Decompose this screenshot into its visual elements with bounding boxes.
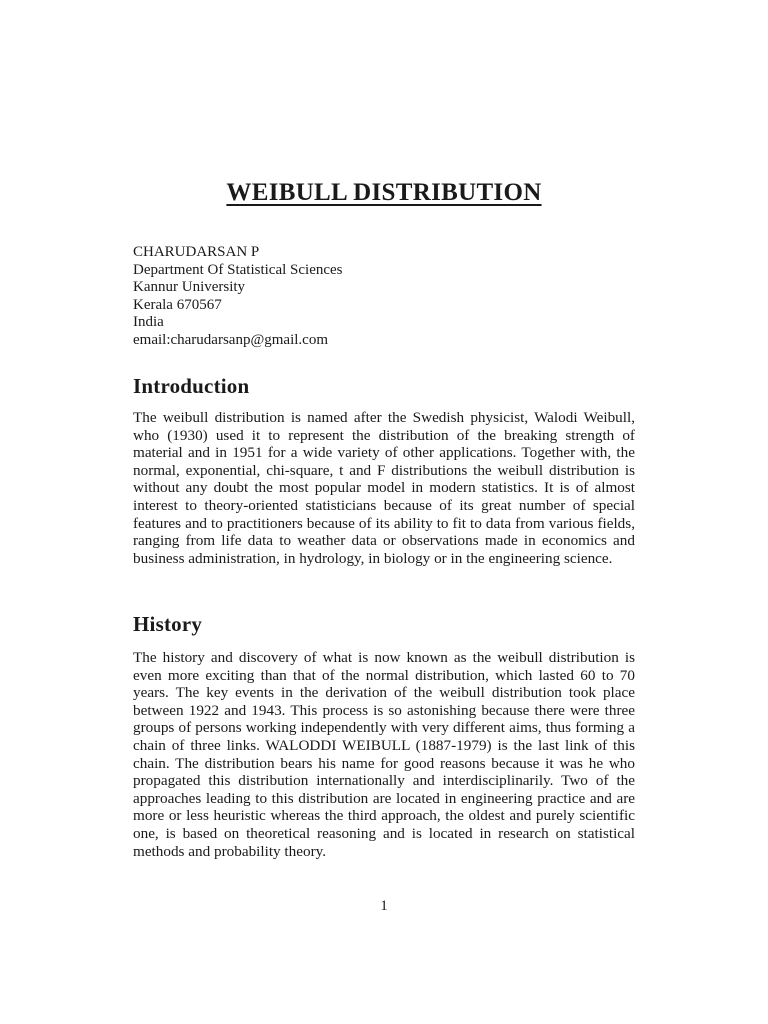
author-email: email:charudarsanp@gmail.com: [133, 331, 328, 348]
document-title-text: WEIBULL DISTRIBUTION: [226, 179, 542, 206]
author-block: [133, 244, 637, 350]
author-university: Kannur University: [133, 279, 246, 296]
page-number: 1: [380, 898, 388, 914]
author-name: CHARUDARSAN P: [133, 244, 260, 260]
author-country: India: [133, 314, 164, 331]
section-heading-introduction: Introduction: [133, 374, 250, 398]
section-body-introduction: The weibull distribution is named after the Swedish physicist, Walodi Weibull, who (1930) used it to represent the distribution of the breaking strength of material and in 1951 for a wide variety of other applications. Together with, the normal, exponential, chi-square, t and F distributions the weibull distribution is without any doubt the most popular model in modern statistics. It is of almost interest to theory-oriented statisticians because of its great number of special features and to practitioners because of its ability to fit to data from various fields, ranging from life data to weather data or observations made in economics and business administration, in hydrology, in biology or in the engineering science.: [133, 409, 635, 567]
section-heading-history: History: [133, 612, 203, 636]
document-title: [0, 170, 768, 208]
author-department: Department Of Statistical Sciences: [133, 261, 343, 278]
author-state-pin: Kerala 670567: [133, 296, 222, 313]
section-body-history: The history and discovery of what is now known as the weibull distribution is even more exciting than that of the normal distribution, which lasted 60 to 70 years. The key events in the derivation of the weibull distribution took place between 1922 and 1943. This process is so astonishing because there were three groups of persons working independently with very different aims, thus forming a chain of three links. WALODDI WEIBULL (1887-1979) is the last link of this chain. The distribution bears his name for good reasons because it was he who propagated this distribution internationally and interdisciplinarily. Two of the approaches leading to this distribution are located in engineering practice and are more or less heuristic whereas the third approach, the oldest and purely scientific one, is based on theoretical reasoning and is located in research on statistical methods and probability theory.: [133, 649, 635, 860]
